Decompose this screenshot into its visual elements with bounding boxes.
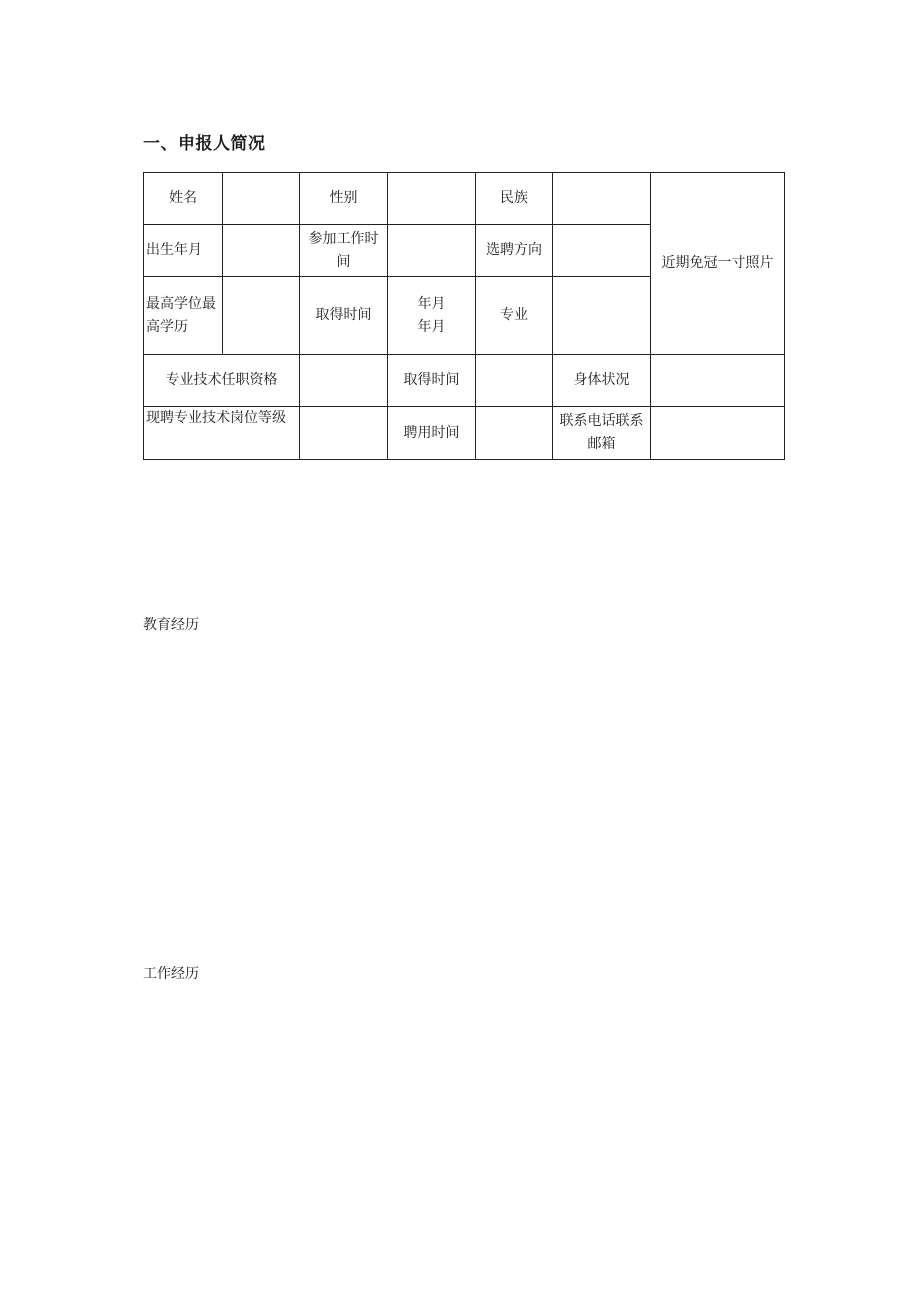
major-field[interactable]	[553, 277, 651, 355]
highest-degree-label: 最高学位最高学历	[144, 277, 223, 355]
ethnicity-label: 民族	[476, 173, 553, 225]
work-start-field[interactable]	[388, 225, 476, 277]
table-row	[144, 173, 785, 225]
table-row	[144, 355, 785, 407]
highest-degree-field[interactable]	[223, 277, 300, 355]
position-direction-field[interactable]	[553, 225, 651, 277]
health-label: 身体状况	[553, 355, 651, 407]
current-grade-field[interactable]	[300, 407, 388, 460]
appointment-time-label: 聘用时间	[388, 407, 476, 460]
applicant-info-table	[143, 172, 785, 460]
photo-box: 近期免冠一寸照片	[651, 173, 785, 355]
major-label: 专业	[476, 277, 553, 355]
work-history-label: 工作经历	[143, 966, 199, 982]
current-grade-label: 现聘专业技术岗位等级	[144, 407, 300, 460]
position-direction-label: 选聘方向	[476, 225, 553, 277]
contact-field[interactable]	[651, 407, 785, 460]
contact-label: 联系电话联系邮箱	[553, 407, 651, 460]
degree-obtained-time-field[interactable]	[388, 277, 476, 355]
section-title-applicant-overview: 一、申报人简况	[143, 134, 266, 154]
appointment-time-field[interactable]	[476, 407, 553, 460]
year-month-text: 年月	[417, 318, 446, 335]
education-history-label: 教育经历	[143, 617, 199, 633]
gender-field[interactable]	[388, 173, 476, 225]
year-month-text: 年月	[417, 295, 446, 312]
table-row	[144, 407, 785, 460]
birth-date-label: 出生年月	[144, 225, 223, 277]
title-qualification-label: 专业技术任职资格	[144, 355, 300, 407]
health-field[interactable]	[651, 355, 785, 407]
birth-date-field[interactable]	[223, 225, 300, 277]
gender-label: 性别	[300, 173, 388, 225]
title-obtained-time-label: 取得时间	[388, 355, 476, 407]
work-start-label: 参加工作时间	[300, 225, 388, 277]
title-qualification-field[interactable]	[300, 355, 388, 407]
degree-obtained-time-label: 取得时间	[300, 277, 388, 355]
name-field[interactable]	[223, 173, 300, 225]
name-label: 姓名	[144, 173, 223, 225]
title-obtained-time-field[interactable]	[476, 355, 553, 407]
ethnicity-field[interactable]	[553, 173, 651, 225]
